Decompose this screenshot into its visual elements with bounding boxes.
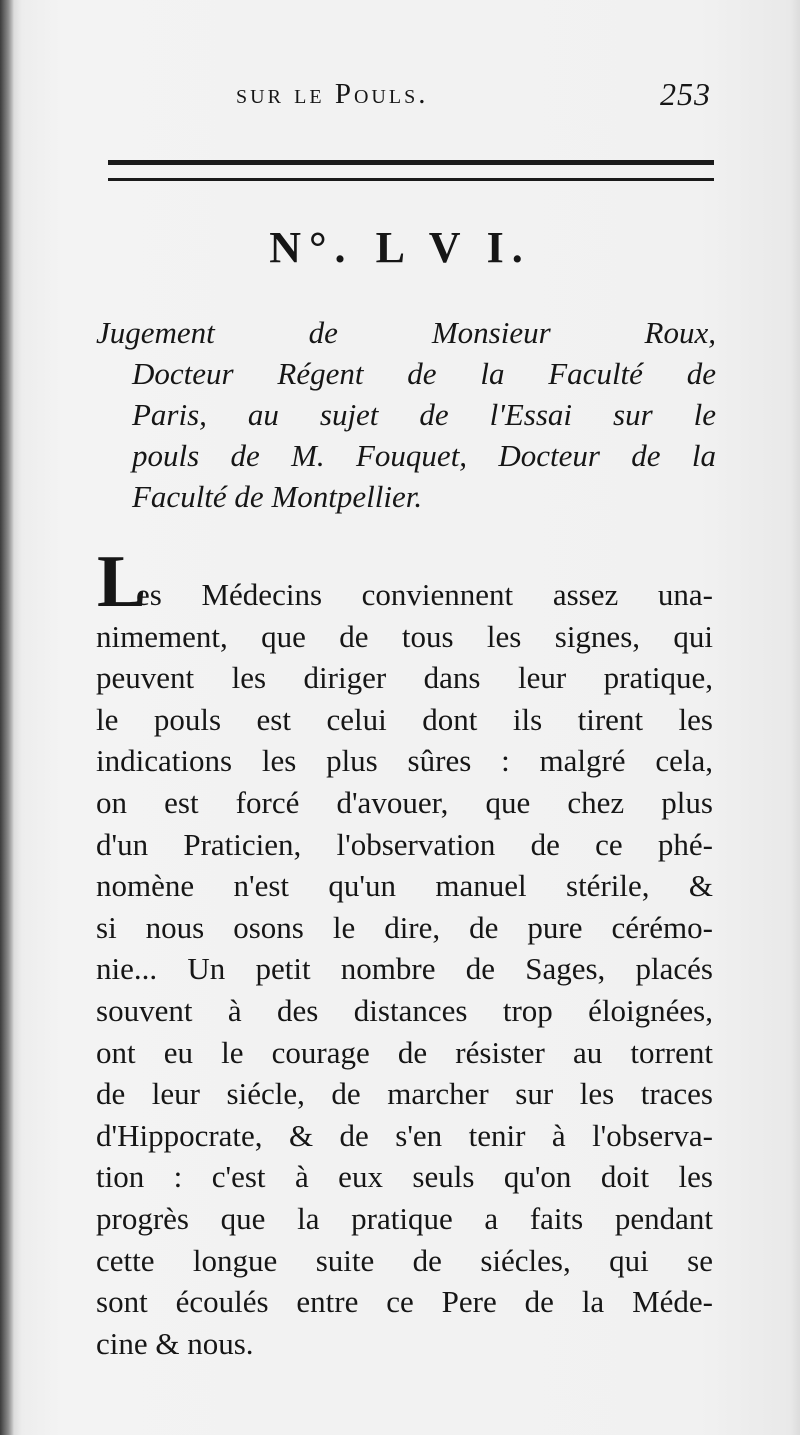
page-gutter-shadow xyxy=(0,0,14,1435)
heading-line: pouls de M. Fouquet, Docteur de la xyxy=(132,438,716,473)
body-line: cine & nous. xyxy=(96,1325,254,1361)
body-line: d'Hippocrate, & de s'en tenir à l'observa- xyxy=(96,1117,713,1153)
body-line: indications les plus sûres : malgré cela, xyxy=(96,743,713,779)
heading-line: Paris, au sujet de l'Essai sur le xyxy=(132,397,716,432)
heading-line: Docteur Régent de la Faculté de xyxy=(132,356,716,391)
body-line: on est forcé d'avouer, que chez plus xyxy=(96,784,713,820)
body-line: es Médecins conviennent assez una- xyxy=(136,577,713,612)
body-line: nie... Un petit nombre de Sages, placés xyxy=(96,951,713,987)
section-number-value: L V I. xyxy=(375,223,531,272)
body-line: nimement, que de tous les signes, qui xyxy=(96,618,713,654)
body-line: nomène n'est qu'un manuel stérile, & xyxy=(96,868,713,904)
body-line: progrès que la pratique a faits pendant xyxy=(96,1200,713,1236)
section-heading xyxy=(96,312,716,517)
body-line: peuvent les diriger dans leur pratique, xyxy=(96,660,713,696)
body-line: d'un Praticien, l'observation de ce phé- xyxy=(96,826,713,862)
body-line: tion : c'est à eux seuls qu'on doit les xyxy=(96,1159,713,1195)
body-line: ont eu le courage de résister au torrent xyxy=(96,1034,713,1070)
running-title: sur le Pouls. xyxy=(236,78,429,110)
body-line: souvent à des distances trop éloignées, xyxy=(96,992,713,1028)
heading-line: Faculté de Montpellier. xyxy=(132,479,423,514)
drop-cap: L xyxy=(97,541,147,623)
running-head xyxy=(100,70,715,120)
body-line: si nous osons le dire, de pure cérémo- xyxy=(96,909,713,945)
header-rule-thick xyxy=(108,160,714,165)
heading-line: Jugement de Monsieur Roux, xyxy=(96,315,716,350)
header-rule-thin xyxy=(108,178,714,181)
body-paragraph xyxy=(96,574,713,1364)
section-number xyxy=(0,222,800,273)
body-line: de leur siécle, de marcher sur les traces xyxy=(96,1076,713,1112)
body-line: le pouls est celui dont ils tirent les xyxy=(96,701,713,737)
section-number-prefix: N°. xyxy=(269,223,354,272)
body-line: cette longue suite de siécles, qui se xyxy=(96,1242,713,1278)
page-number: 253 xyxy=(660,76,711,112)
body-line: sont écoulés entre ce Pere de la Méde- xyxy=(96,1284,713,1320)
